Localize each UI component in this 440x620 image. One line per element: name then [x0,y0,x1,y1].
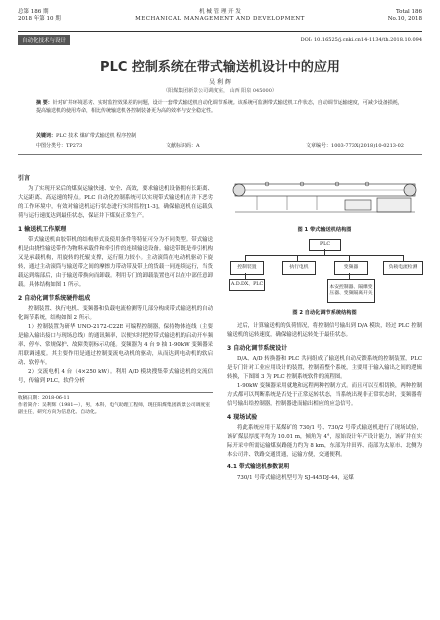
received-date: 收稿日期：2018-06-11 [18,396,70,401]
intro-heading: 引言 [18,175,31,182]
keywords-text: PLC 技术 煤矿带式输送机 程序控制 [56,133,137,139]
plc-box: PLC [309,239,341,251]
section-tag: 自动化技术与设计 [18,35,70,45]
section-2-paragraph: 控制装置、执行电机、变频器和负载电流检测等几部分构成带式输送机的自动化调节系统，结构如图 2 所示。 [18,306,213,321]
conveyor-structure-diagram [227,170,422,220]
meta-rule [18,154,422,155]
section-3-heading: 3 自动化调节系统设计 [227,345,288,352]
left-column [18,170,213,416]
figure-2-caption: 图 2 自动化调节系统结构图 [292,310,357,316]
safety-controller-box: 本安控制器、隔爆变压器、变频隔离开关 [327,279,375,303]
section-2-heading: 2 自动化调节系统硬件组成 [18,295,91,302]
abstract [36,99,404,115]
doi: DOI: 10.16525/j.cnki.cn14-1134/th.2018.10.094 [300,37,422,43]
journal-name-en: MECHANICAL MANAGEMENT AND DEVELOPMENT [135,16,305,22]
adc-plc-box: A.D.DX、PLC [229,279,265,291]
article-number: 文章编号：1003-773X(2018)10-0213-02 [306,143,404,149]
issue-info-en [388,9,422,23]
keywords-label: 关键词： [36,133,57,139]
affiliation: （阳煤集团新景公司调度室， 山西 阳泉 045000） [163,88,277,94]
section-3-paragraph-2: 1-90kW 变频器采用就地和远程两种控制方式。而且可以互相切换，两种控制方式都可以判断系统是否处于正常运转状态，当系统出现非正常状态时，变频器将信号输出给控制器，控制器进而输出相应的应急信号。 [227,383,422,407]
header-rule [18,31,422,32]
section-4-1-paragraph: 730/1 号带式输送机型号为 SJ-445DJ-44，运煤 [237,475,354,481]
right-column [227,170,422,483]
connector-line [245,255,403,256]
abstract-label: 摘 要： [36,100,53,106]
keywords [36,132,404,139]
journal-name-cn: 机 械 管 理 开 发 [199,9,241,15]
document-code: 文献标识码：A [166,143,200,149]
paper-title: PLC 控制系统在带式输送机设计中的应用 [100,60,340,75]
section-1-paragraph: 带式输送机由胶带机的结构形式及使用条件等特征可分为不同类型。带式输送机是由挠性输送带作为物料承载件和牵引件的连续输送设备。输送带既是牵引机构又是承载机构，用旋转的托辊支撑，运行阻力较小。主动滚筒在电动机驱动下旋转，通过主动滚筒与输送带之间的摩擦力带动带及带上的货载一同连续运行，当货载运到端部后，由于输送带换向而卸载。利用专门的卸载装置也可以在中部任意卸载。具体结构如图 1 所示。 [18,237,213,288]
journal-header [18,9,422,31]
figure-2 [227,239,422,318]
section-4-paragraph: 将此系统应用于某煤矿的 730/1 号、730/2 号带式输送机进行了现场试验，该矿煤层厚度平均为 10.01 m，倾角为 4°，原始设计年产设计能力，该矿井在实际开采中所需运输煤炭路能力约为 8 km，东部为井田界、南部为太原市、北侧为本公司井、铁路交通贯通，运输方便，交通便利。 [227,425,422,458]
inverter-box: 变频器 [334,261,368,275]
control-system-diagram [227,239,422,307]
intro-paragraph: 为了实现开采后的煤炭运输快速、安全、高效，要求输送机设备拥有长距离、大运距离、高运速的特点。PLC 自动化控制系统可以实现带式输送机在井下恶劣的工作环境中，有效对输送机运行状态进行实时监控[1-3]，确保输送机在运载负荷与运行速度达到最佳状态，保证井下煤炭正常生产。 [18,186,213,219]
abstract-text: 针对矿井环境恶劣、实时监控效果差的问题，设计一套带式输送机自动化调节系统。该系统可监测带式输送机工作状态，自动调节运输速度，可减少设备损耗，提高输送机的使用寿命，相比传统输送机各控制装备更为高的效率与安全稳定性。 [36,100,403,114]
actuator-motor-box: 执行电机 [282,261,316,275]
author-bio: 作者简介：吴利辉（1981—），男，本科，电气助理工程师，现任阳煤集团新景公司调度室副主任，研究方向为信息化、自动化。 [18,403,211,415]
author: 吴 利 辉 [209,79,231,86]
load-current-box: 负载电流检测 [383,261,423,275]
section-2-item-1: 1）控制装置为研华 UNO-2172-C22E 可编程控制器，保持物体连线（主要是输入输出接口与现场总线）的通讯频率，以便实时把控带式输送机的启动开车频率、停车、常规保护、故障类别标示功能。变频器为 4 台 9 抽 1-90kW 变频器采用联调速度。其主要作用是通过控制变流电动机的驱动，从而达到电动机的软启动、软停车。 [18,324,213,366]
figure-1 [227,170,422,235]
issue-total-en: Total 186 [395,9,422,15]
clc-number: 中图分类号：TP273 [36,143,83,149]
section-3-paragraph: D/A、A/D 转换器和 PLC 共同组成了输送机自动反馈系统的控制装置，PLC 是专门针对工业应用设计的装置，控制着整个系统，主要用于输入输出之间的逻辑转换，下图图 3 为 PLC 控制系统软件的流程图。 [227,356,422,380]
journal-name [18,9,422,23]
right-paragraph-1: 过后，计算输送机的负荷情况，将控制信号输出到 D/A 模块，经过 PLC 控制输送机的运转速度，确保输送机运转处于最佳状态。 [227,323,422,338]
section-4-heading: 4 现场试验 [227,414,258,421]
issue-year: 2018 年第 10 期 [18,16,61,22]
issue-total: 总第 186 期 [18,9,49,15]
figure-1-caption: 图 1 带式输送机结构图 [297,227,352,233]
footnote [18,392,213,416]
control-device-box: 控制装置 [230,261,264,275]
issue-number-en: No.10, 2018 [387,16,422,22]
section-2-item-2: 2）交流电机 4 台（4×250 kW）。利用 A/D 模块搜集带式输送机的交流信号，传输到 PLC，软件分析 [18,369,213,384]
section-1-heading: 1 输送机工作原理 [18,226,67,233]
section-4-1-heading: 4.1 带式输送机参数说明 [227,464,290,470]
